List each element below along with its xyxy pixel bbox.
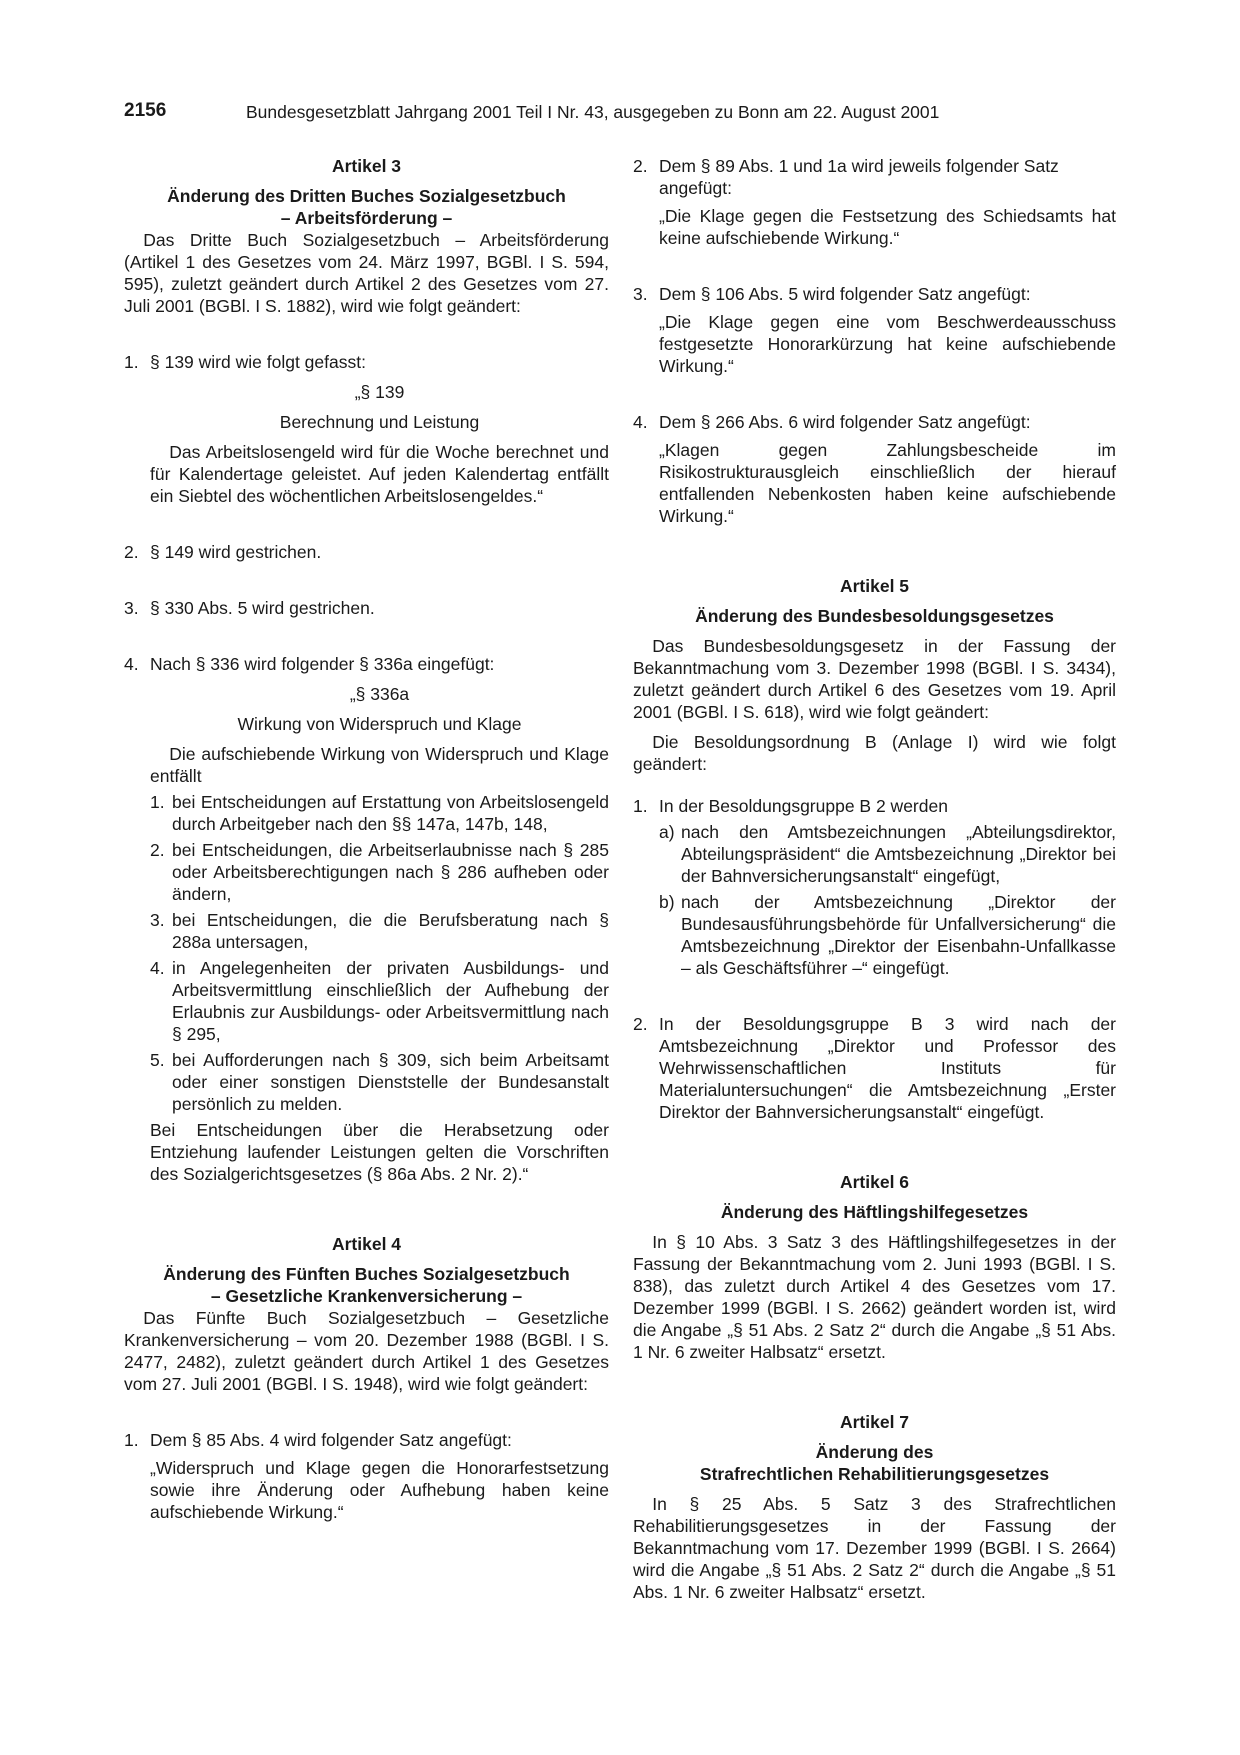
article-4-item-2-quote: „Die Klage gegen die Festsetzung des Schiedsamts hat keine aufschiebende Wirkung.“ [659,206,1116,248]
article-7-text: In § 25 Abs. 5 Satz 3 des Strafrechtlichen Rehabilitierungsgesetzes in der Fassung der Bekanntmachung vom 17. Dezember 1999 (BGBl. I S. 2664) wird die Angabe „§ 51 Abs. 2 Satz 2“ durch die Angabe „§ 51 Abs. 1 Nr. 6 zweiter Halbsatz“ ersetzt. [633,1494,1116,1602]
item-text: nach der Amtsbezeichnung „Direktor der Bundesausführungsbehörde für Unfallversicherung“ die Amtsbezeichnung „Direktor der Eisenbahn-Unfallkasse – als Geschäftsführer –“ eingefügt. [681,892,1116,978]
item-number: 3. [633,284,648,304]
article-4-item-4 [633,411,1116,433]
article-4-item-3-quote: „Die Klage gegen eine vom Beschwerdeausschuss festgesetzte Honorarkürzung hat keine aufschiebende Wirkung.“ [659,312,1116,376]
item-text: In der Besoldungsgruppe B 3 wird nach der Amtsbezeichnung „Direktor und Professor des Wehrwissenschaftlichen Instituts für Materialuntersuchungen“ die Amtsbezeichnung „Erster Direktor der Bahnversicherungsanstalt“ eingefügt. [659,1014,1116,1122]
page-header [124,100,1124,130]
item-number: 1. [124,1430,139,1450]
item-text: Dem § 266 Abs. 6 wird folgender Satz angefügt: [659,412,1031,432]
item-number: 2. [124,542,139,562]
article-3-item-4 [124,653,609,675]
item-number: 4. [124,654,139,674]
article-5-title: Artikel 5 [839,576,910,596]
left-column [124,155,609,1523]
item-number: b) [659,892,675,912]
article-3-item-1 [124,351,609,373]
article-3-subtitle-2: – Arbeitsförderung – [280,208,453,228]
section-336a-item [124,839,609,905]
section-336a-item [124,957,609,1045]
item-number: 4. [633,412,648,432]
page-number: 2156 [124,100,167,121]
section-336a-outro: Bei Entscheidungen über die Herabsetzung oder Entziehung laufender Leistungen gelten die Vorschriften des Sozialgerichtsgesetzes (§ 86a Abs. 2 Nr. 2).“ [150,1120,609,1184]
article-7-title: Artikel 7 [839,1412,910,1432]
article-3-intro: Das Dritte Buch Sozialgesetzbuch – Arbeitsförderung (Artikel 1 des Gesetzes vom 24. März 1997, BGBl. I S. 594, 595), zuletzt geändert durch Artikel 2 des Gesetzes vom 27. Juli 2001 (BGBl. I S. 1882), wird wie folgt geändert: [124,230,609,316]
item-number: 3. [150,910,165,930]
item-text: Dem § 106 Abs. 5 wird folgender Satz angefügt: [659,284,1031,304]
item-number: a) [659,822,675,842]
item-number: 2. [633,156,648,176]
item-number: 2. [150,840,165,860]
section-139-text: Das Arbeitslosengeld wird für die Woche berechnet und für Kalendertage geleistet. Auf jeden Kalendertag entfällt ein Siebtel des wöchentlichen Arbeitslosengeldes.“ [150,442,609,506]
section-139-number: „§ 139 [354,382,405,402]
article-6-title: Artikel 6 [839,1172,910,1192]
article-4-item-2 [633,155,1116,199]
article-5-subtitle: Änderung des Bundesbesoldungsgesetzes [695,606,1054,626]
article-4-subtitle-2: – Gesetzliche Krankenversicherung – [210,1286,523,1306]
section-336a-item [124,791,609,835]
item-text: § 149 wird gestrichen. [150,542,322,562]
section-336a-intro: Die aufschiebende Wirkung von Widerspruch und Klage entfällt [150,744,609,786]
article-6-text: In § 10 Abs. 3 Satz 3 des Häftlingshilfegesetzes in der Fassung der Bekanntmachung vom 2. Juni 1993 (BGBl. I S. 838), das zuletzt durch Artikel 4 des Gesetzes vom 17. Dezember 1999 (BGBl. I S. 2662) geändert worden ist, wird die Angabe „§ 51 Abs. 2 Satz 2“ durch die Angabe „§ 51 Abs. 1 Nr. 6 zweiter Halbsatz“ ersetzt. [633,1232,1116,1362]
item-text: bei Entscheidungen, die Arbeitserlaubnisse nach § 285 oder Arbeitsberechtigungen nach § 286 aufheben oder ändern, [172,840,609,904]
item-number: 2. [633,1014,648,1034]
item-text: § 330 Abs. 5 wird gestrichen. [150,598,375,618]
section-336a-item [124,909,609,953]
item-text: bei Aufforderungen nach § 309, sich beim Arbeitsamt oder einer sonstigen Dienststelle der Bundesanstalt persönlich zu melden. [172,1050,609,1114]
section-336a-title: Wirkung von Widerspruch und Klage [237,714,522,734]
item-number: 1. [124,352,139,372]
article-3-title: Artikel 3 [331,156,402,176]
right-column [633,155,1116,1603]
item-text: in Angelegenheiten der privaten Ausbildungs- und Arbeitsvermittlung einschließlich der Aufhebung der Erlaubnis zur Ausbildungs- oder Arbeitsvermittlung nach § 295, [172,958,609,1044]
article-4-title: Artikel 4 [331,1234,402,1254]
item-text: Dem § 85 Abs. 4 wird folgender Satz angefügt: [150,1430,512,1450]
item-number: 5. [150,1050,165,1070]
article-5-item-2 [633,1013,1116,1123]
running-title: Bundesgesetzblatt Jahrgang 2001 Teil I Nr. 43, ausgegeben zu Bonn am 22. August 2001 [246,102,940,122]
item-number: 3. [124,598,139,618]
item-text: nach den Amtsbezeichnungen „Abteilungsdirektor, Abteilungspräsident“ die Amtsbezeichnung „Direktor bei der Bahnversicherungsanstalt“ eingefügt, [681,822,1116,886]
item-text: Dem § 89 Abs. 1 und 1a wird jeweils folgender Satz angefügt: [659,156,1059,198]
article-4-item-3 [633,283,1116,305]
item-text: § 139 wird wie folgt gefasst: [150,352,366,372]
article-3-item-2 [124,541,609,563]
article-7-subtitle-2: Strafrechtlichen Rehabilitierungsgesetzes [699,1464,1050,1484]
section-336a-item [124,1049,609,1115]
article-3-subtitle: Änderung des Dritten Buches Sozialgesetzbuch [167,186,566,206]
article-5-item-1 [633,795,1116,817]
section-139-title: Berechnung und Leistung [279,412,480,432]
item-text: bei Entscheidungen, die die Berufsberatung nach § 288a untersagen, [172,910,609,952]
article-4-item-4-quote: „Klagen gegen Zahlungsbescheide im Risikostrukturausgleich einschließlich der hierauf entfallenden Nebenkosten haben keine aufschiebende Wirkung.“ [659,440,1116,526]
section-336a-number: „§ 336a [349,684,410,704]
article-4-item-1-quote: „Widerspruch und Klage gegen die Honorarfestsetzung sowie ihre Änderung oder Aufhebung haben keine aufschiebende Wirkung.“ [150,1458,609,1522]
item-number: 1. [150,792,165,812]
item-text: Nach § 336 wird folgender § 336a eingefügt: [150,654,495,674]
item-number: 1. [633,796,648,816]
item-number: 4. [150,958,165,978]
item-text: In der Besoldungsgruppe B 2 werden [659,796,948,816]
article-3-item-3 [124,597,609,619]
article-6-subtitle: Änderung des Häftlingshilfegesetzes [720,1202,1029,1222]
article-5-item-1a [633,821,1116,887]
article-4-subtitle: Änderung des Fünften Buches Sozialgesetzbuch [163,1264,570,1284]
item-text: bei Entscheidungen auf Erstattung von Arbeitslosengeld durch Arbeitgeber nach den §§ 147a, 147b, 148, [172,792,609,834]
article-5-intro: Das Bundesbesoldungsgesetz in der Fassung der Bekanntmachung vom 3. Dezember 1998 (BGBl. I S. 3434), zuletzt geändert durch Artikel 6 des Gesetzes vom 19. April 2001 (BGBl. I S. 618), wird wie folgt geändert: [633,636,1116,722]
article-4-item-1 [124,1429,609,1451]
article-5-intro-2: Die Besoldungsordnung B (Anlage I) wird wie folgt geändert: [633,732,1116,774]
article-5-item-1b [633,891,1116,979]
article-4-intro: Das Fünfte Buch Sozialgesetzbuch – Gesetzliche Krankenversicherung – vom 20. Dezember 1988 (BGBl. I S. 2477, 2482), zuletzt geändert durch Artikel 1 des Gesetzes vom 27. Juli 2001 (BGBl. I S. 1948), wird wie folgt geändert: [124,1308,609,1394]
article-7-subtitle: Änderung des [815,1442,934,1462]
